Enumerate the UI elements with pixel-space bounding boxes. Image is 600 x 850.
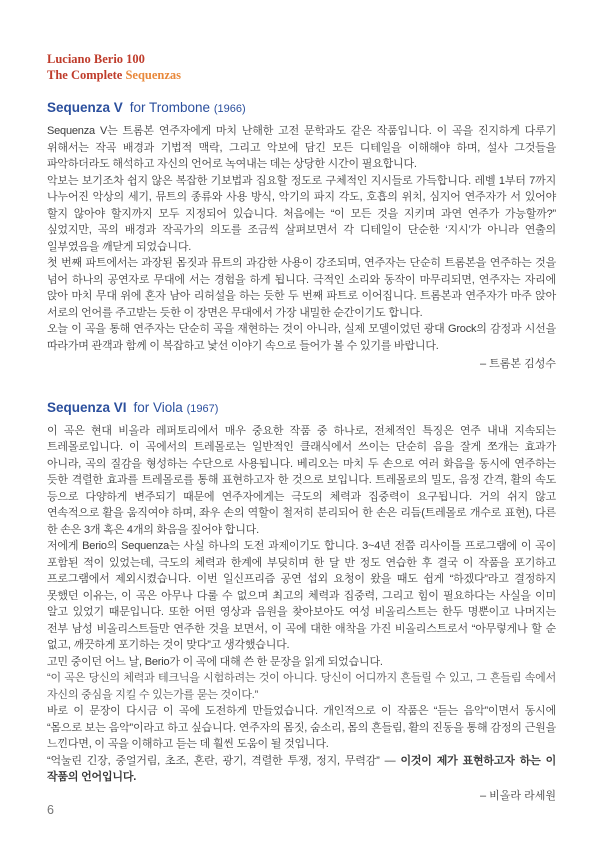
attribution-viola: – 비올라 라세원	[480, 789, 556, 802]
sequenza-v-title-name: Sequenza V	[47, 100, 123, 115]
booklet-subtitle	[47, 68, 556, 84]
paragraph: 이 곡은 현대 비올라 레퍼토리에서 매우 중요한 작품 중 하나로, 전체적인 특징은 연주 내내 지속되는 트레몰로입니다. 이 곡에서의 트레몰로는 일반적인 클래식에서 쓰이는 단순히 음을 잘게 쪼개는 효과가 아니라, 곡의 질감을 형성하는 수단으로 사용됩니다. 베리오는 마치 두 손으로 여러 화음을 동시에 연주하는 듯한 격렬한 효과를 트레몰로를 통해 표현하고자 한 것으로 보입니다. 트레몰로의 밀도, 음정 간격, 활의 속도 등으로 다양하게 변주되기 때문에 연주자에게는 극도의 체력과 집중력이 요구됩니다. 거의 쉬지 않고 연속적으로 활을 움직여야 하며, 좌우 손의 역할이 철저히 분리되어 한 손은 리듬(트레몰로 개수로 표현), 다른 한 손은 3개 혹은 4개의 화음을 짚어야 합니다.	[47, 424, 556, 536]
paragraph: 악보는 보기조차 쉽지 않은 복잡한 기보법과 집요할 정도로 구체적인 지시들로 가득합니다. 레벨 1부터 7까지 나누어진 악상의 세기, 뮤트의 종류와 사용 방식, 악기의 파지 각도, 호흡의 위치, 심지어 연주자가 서 있어야 할지 않아야 할지까지 모두 지정되어 있습니다. 처음에는 “이 모든 것을 지키며 과연 연주가 가능할까?” 싶었지만, 곡의 배경과 작곡가의 의도를 조금씩 살펴보면서 각 디테일이 단순한 ‘지시’가 아니라 연출의 일부였음을 깨닫게 되었습니다.	[47, 174, 556, 253]
page-content	[47, 52, 556, 804]
booklet-subtitle-prefix: The Complete	[47, 67, 123, 82]
sequenza-v-title	[47, 100, 556, 117]
booklet-header	[47, 52, 556, 83]
sequenza-vi-title-name: Sequenza VI	[47, 399, 127, 415]
section-divider-space	[47, 373, 556, 400]
booklet-series-title: Luciano Berio 100	[47, 52, 145, 66]
attribution-trombone: – 트롬본 김성수	[480, 358, 556, 370]
paragraph: 바로 이 문장이 다시금 이 곡에 도전하게 만들었습니다. 개인적으로 이 작품은 “듣는 음악”이면서 동시에 “몸으로 보는 음악”이라고 하고 싶습니다. 연주자의 몸짓, 숨소리, 몸의 흔들림, 활의 진동을 통해 감정의 근원을 느낀다면, 이 곡을 이해하고 듣는 데 훨씬 도움이 될 것입니다.	[47, 705, 556, 750]
booklet-subtitle-accent: Sequenzas	[125, 67, 182, 82]
sequenza-v-title-year: (1966)	[213, 103, 246, 115]
section-sequenza-v	[47, 100, 556, 373]
sequenza-vi-title-year: (1967)	[186, 402, 219, 415]
sequenza-vi-title	[47, 400, 556, 417]
paragraph: Sequenza V는 트롬본 연주자에게 마치 난해한 고전 문학과도 같은 작품입니다. 이 곡을 진지하게 다루기 위해서는 작곡 배경과 기법적 맥락, 그리고 악보에 담긴 모든 디테일을 이해해야 하며, 설사 그것들을 파악하더라도 해석하고 자신의 언어로 녹여내는 데는 상당한 시간이 필요합니다.	[47, 125, 556, 170]
paragraph: 오늘 이 곡을 통해 연주자는 단순히 곡을 재현하는 것이 아니라, 실제 모델이었던 광대 Grock의 감정과 시선을 따라가며 관객과 함께 이 복잡하고 낯선 이야기 속으로 들어가 볼 수 있기를 바랍니다.	[47, 323, 556, 352]
paragraph: 첫 번째 파트에서는 과장된 몸짓과 뮤트의 과감한 사용이 강조되며, 연주자는 단순히 트롬본을 연주하는 것을 넘어 하나의 공연자로 무대에 서는 경험을 하게 됩니다. 극적인 소리와 동작이 마무리되면, 연주자는 자리에 앉아 마치 무대 위에 혼자 남아 리허설을 하는 듯한 두 번째 파트로 이어집니다. 트롬본과 연주자가 마주 앉아 서로의 언어를 주고받는 듯한 이 장면은 무대에서 가장 내밀한 순간이기도 합니다.	[47, 257, 556, 319]
closing-paragraph	[47, 753, 556, 786]
closing-quote: “억눌린 긴장, 중얼거림, 초조, 혼란, 광기, 격렬한 투쟁, 정지, 무력감” —	[47, 754, 396, 767]
section-sequenza-vi	[47, 400, 556, 805]
sequenza-v-title-instrument: for Trombone	[129, 100, 211, 115]
berio-quote-paragraph: “이 곡은 당신의 체력과 테크닉을 시험하려는 것이 아니다. 당신이 어디까지 흔들릴 수 있고, 그 흔들림 속에서 자신의 중심을 지킬 수 있는가를 묻는 것이다.”	[47, 672, 556, 701]
paragraph: 고민 중이던 어느 날, Berio가 이 곡에 대해 쓴 한 문장을 읽게 되었습니다.	[47, 655, 383, 668]
paragraph: 저에게 Berio의 Sequenza는 사실 하나의 도전 과제이기도 합니다. 3~4년 전쯤 리사이틀 프로그램에 이 곡이 포함된 적이 있었는데, 극도의 체력과 한계에 부딪히며 한 달 반 정도 연습한 후 결국 이 작품을 포기하고 프로그램에서 제외시켰습니다. 이번 일신프리즘 공연 섭외 요청이 왔을 때도 쉽게 “하겠다”라고 결정하지 못했던 이유는, 이 곡은 아무나 다룰 수 없으며 최고의 체력과 집중력, 그리고 힘이 필요하다는 사실을 이미 알고 있었기 때문입니다. 또한 어떤 영상과 음원을 찾아보아도 여성 비올리스트는 한두 명뿐이고 나머지는 전부 남성 비올리스트들만 연주한 것을 보면서, 이 곡에 대한 애착을 가진 비올리스트로서 “아무렇게나 할 순 없고, 깨끗하게 포기하는 것이 맞다”고 생각했습니다.	[47, 540, 556, 651]
closing-emphasis: 이것이 제가 표현하고자 하는 이 작품의 언어입니다.	[47, 754, 556, 783]
sequenza-vi-title-instrument: for Viola	[133, 399, 183, 415]
page-number: 6	[47, 803, 54, 817]
